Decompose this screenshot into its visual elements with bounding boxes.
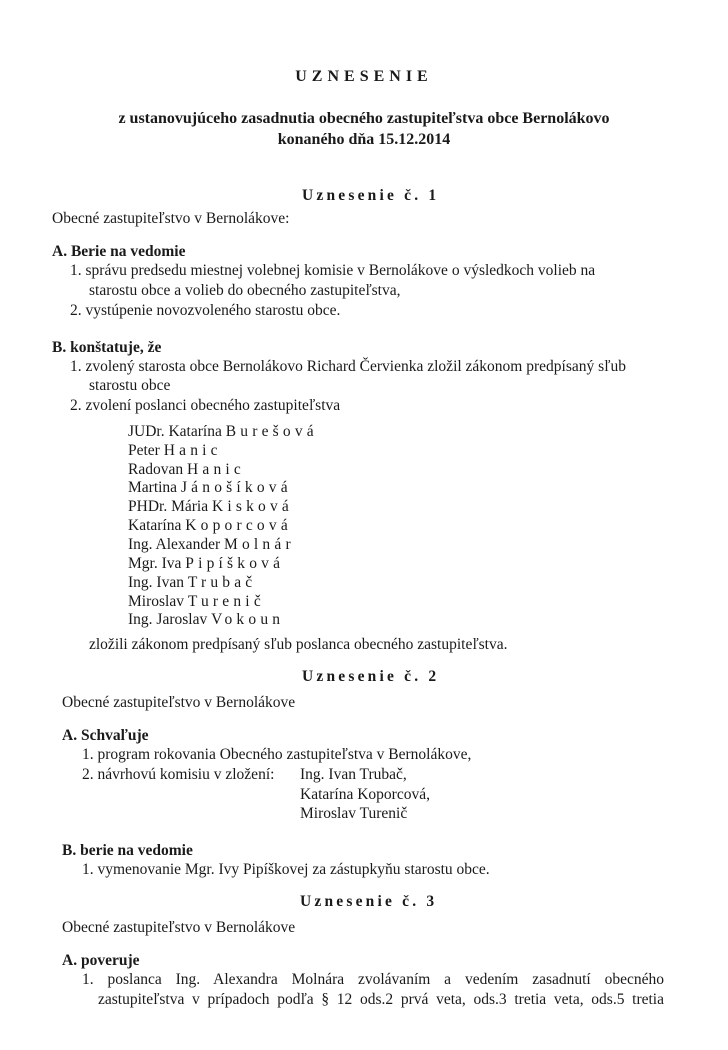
- deputy-list-item: PHDr. Mária Kisková: [128, 498, 294, 515]
- deputy-list-item: Katarína Koporcová: [128, 517, 292, 534]
- resolution-3-a-item-1-cont: zastupiteľstva v prípadoch podľa § 12 ods.2 prvá veta, ods.3 tretia veta, ods.5 tretia: [98, 991, 664, 1008]
- commission-member: Katarína Koporcová,: [300, 786, 430, 803]
- resolution-2-a-item-2: 2. návrhovú komisiu v zložení:: [82, 766, 275, 783]
- resolution-1-heading: Uznesenie č. 1: [302, 187, 440, 204]
- resolution-1-section-b-label: B. konštatuje, že: [52, 339, 162, 356]
- document-subtitle-line-2: konaného dňa 15.12.2014: [277, 131, 451, 148]
- commission-member: Ing. Ivan Trubač,: [300, 766, 407, 783]
- deputy-list-item: Mgr. Iva Pipíšková: [128, 555, 285, 572]
- resolution-2-b-item-1: 1. vymenovanie Mgr. Ivy Pipíškovej za zástupkyňu starostu obce.: [82, 861, 490, 878]
- resolution-2-body: Obecné zastupiteľstvo v Bernolákove: [62, 694, 296, 711]
- resolution-2-a-item-1: 1. program rokovania Obecného zastupiteľstva v Bernolákove,: [82, 746, 472, 763]
- resolution-1-b-item-2: 2. zvolení poslanci obecného zastupiteľstva: [70, 397, 341, 414]
- resolution-3-a-item-1: 1. poslanca Ing. Alexandra Molnára zvolávaním a vedením zasadnutí obecného: [82, 971, 664, 988]
- resolution-2-section-b-label: B. berie na vedomie: [62, 842, 193, 859]
- resolution-1-body: Obecné zastupiteľstvo v Bernolákove:: [52, 210, 290, 227]
- resolution-1-a-item-1: 1. správu predsedu miestnej volebnej komisie v Bernolákove o výsledkoch volieb na: [70, 262, 596, 279]
- deputy-list-item: Ing. Jaroslav Vokoun: [128, 611, 285, 628]
- deputy-list-item: Ing. Ivan Trubač: [128, 574, 257, 591]
- deputy-list-item: Ing. Alexander Molnár: [128, 536, 295, 553]
- resolution-1-b-item-1-cont: starostu obce: [89, 377, 171, 394]
- resolution-2-heading: Uznesenie č. 2: [302, 668, 440, 685]
- resolution-3-heading: Uznesenie č. 3: [300, 893, 438, 910]
- resolution-1-b-closing: zložili zákonom predpísaný sľub poslanca obecného zastupiteľstva.: [89, 636, 508, 653]
- resolution-3-section-a-label: A. poveruje: [62, 952, 140, 969]
- deputy-list-item: Martina Jánošíková: [128, 479, 292, 496]
- deputy-list-item: JUDr. Katarína Burešová: [128, 423, 318, 440]
- resolution-3-body: Obecné zastupiteľstvo v Bernolákove: [62, 919, 296, 936]
- resolution-1-a-item-1-cont: starostu obce a volieb do obecného zastupiteľstva,: [89, 282, 401, 299]
- resolution-2-section-a-label: A. Schvaľuje: [62, 727, 149, 744]
- document-title: UZNESENIE: [295, 68, 433, 85]
- deputy-list-item: Radovan Hanic: [128, 461, 245, 478]
- document-subtitle-line-1: z ustanovujúceho zasadnutia obecného zastupiteľstva obce Bernolákovo: [118, 110, 610, 127]
- resolution-1-b-item-1: 1. zvolený starosta obce Bernolákovo Richard Červienka zložil zákonom predpísaný sľub: [70, 358, 626, 375]
- resolution-1-section-a-label: A. Berie na vedomie: [52, 243, 186, 260]
- deputy-list-item: Miroslav Turenič: [128, 593, 265, 610]
- deputy-list-item: Peter Hanic: [128, 442, 222, 459]
- commission-member: Miroslav Turenič: [300, 805, 408, 822]
- resolution-1-a-item-2: 2. vystúpenie novozvoleného starostu obce.: [70, 302, 341, 319]
